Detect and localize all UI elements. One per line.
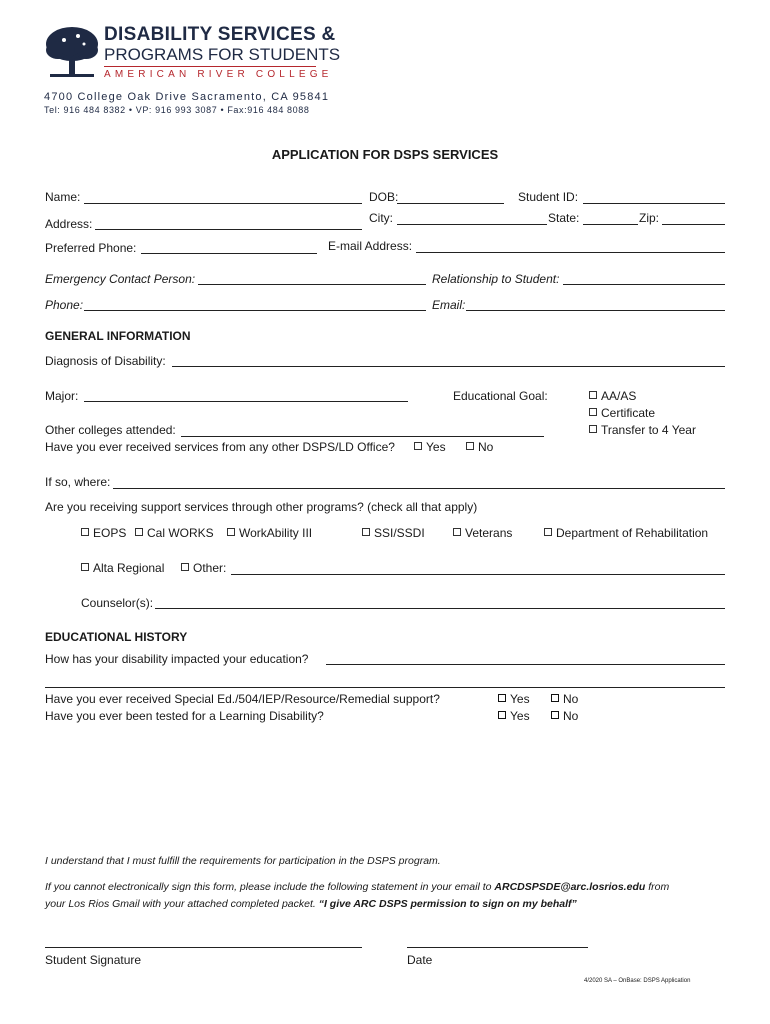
emergency-contact-label: Emergency Contact Person:: [45, 272, 196, 286]
org-address: 4700 College Oak Drive Sacramento, CA 95841: [44, 91, 330, 103]
org-name-line1: DISABILITY SERVICES &: [104, 24, 336, 45]
program-calworks-checkbox[interactable]: Cal WORKS: [135, 526, 214, 540]
zip-field[interactable]: [662, 224, 725, 225]
program-veterans-checkbox[interactable]: Veterans: [453, 526, 512, 540]
logo-divider: [104, 66, 316, 67]
general-heading: GENERAL INFORMATION: [45, 329, 191, 343]
form-title: APPLICATION FOR DSPS SERVICES: [271, 147, 499, 162]
program-rehab-checkbox[interactable]: Department of Rehabilitation: [544, 526, 708, 540]
tested-yes-checkbox[interactable]: Yes: [498, 709, 530, 723]
goal-certificate-checkbox[interactable]: Certificate: [589, 406, 655, 420]
city-label: City:: [369, 211, 393, 225]
student-id-field[interactable]: [583, 203, 725, 204]
state-field[interactable]: [583, 224, 638, 225]
goal-transfer-checkbox[interactable]: Transfer to 4 Year: [589, 423, 696, 437]
tested-question: Have you ever been tested for a Learning Disability?: [45, 709, 324, 723]
date-label: Date: [407, 953, 433, 967]
services-yes-checkbox[interactable]: Yes: [414, 440, 446, 454]
support-question: Are you receiving support services through other programs? (check all that apply): [45, 500, 478, 514]
esign-instructions-line2: your Los Rios Gmail with your attached completed packet. “I give ARC DSPS permission to sign on my behalf”: [45, 898, 577, 910]
student-signature-label: Student Signature: [45, 953, 142, 967]
phone-field[interactable]: [84, 310, 426, 311]
impact-question: How has your disability impacted your education?: [45, 652, 309, 666]
major-field[interactable]: [84, 401, 408, 402]
tested-no-checkbox[interactable]: No: [551, 709, 578, 723]
program-eops-checkbox[interactable]: EOPS: [81, 526, 126, 540]
relationship-label: Relationship to Student:: [432, 272, 560, 286]
major-label: Major:: [45, 389, 79, 403]
tree-icon: [44, 24, 100, 82]
program-alta-checkbox[interactable]: Alta Regional: [81, 561, 164, 575]
state-label: State:: [548, 211, 580, 225]
dob-field[interactable]: [397, 203, 504, 204]
city-field[interactable]: [397, 224, 547, 225]
goal-aa-checkbox[interactable]: AA/AS: [589, 389, 636, 403]
date-field[interactable]: [407, 947, 588, 948]
dsps-email-link[interactable]: ARCDSPSDE@arc.losrios.edu: [494, 881, 646, 893]
signature-field[interactable]: [45, 947, 362, 948]
education-heading: EDUCATIONAL HISTORY: [45, 630, 188, 644]
program-ssi-checkbox[interactable]: SSI/SSDI: [362, 526, 425, 540]
special-ed-no-checkbox[interactable]: No: [551, 692, 578, 706]
form-version: 4/2020 SA – OnBase: DSPS Application: [584, 978, 691, 984]
address-label: Address:: [45, 217, 93, 231]
org-name-line3: AMERICAN RIVER COLLEGE: [104, 69, 333, 80]
impact-field-line1[interactable]: [326, 664, 725, 665]
if-so-label: If so, where:: [45, 475, 111, 489]
name-field[interactable]: [84, 203, 362, 204]
preferred-phone-field[interactable]: [141, 253, 317, 254]
phone-label: Phone:: [45, 298, 84, 312]
edu-goal-label: Educational Goal:: [453, 389, 548, 403]
received-services-q: Have you ever received services from any other DSPS/LD Office?: [45, 440, 395, 454]
email2-label: Email:: [432, 298, 466, 312]
name-label: Name:: [45, 190, 81, 204]
special-ed-yes-checkbox[interactable]: Yes: [498, 692, 530, 706]
org-name-line2: PROGRAMS FOR STUDENTS: [104, 45, 341, 64]
esign-quote: “I give ARC DSPS permission to sign on my behalf”: [318, 898, 577, 910]
esign-instructions-line1: If you cannot electronically sign this form, please include the following statement in your email to ARCDSPSDE@arc.losrios.edu from: [45, 881, 670, 893]
counselor-label: Counselor(s):: [81, 596, 154, 610]
email-field[interactable]: [416, 252, 725, 253]
address-field[interactable]: [95, 229, 362, 230]
diagnosis-label: Diagnosis of Disability:: [45, 354, 166, 368]
program-other-checkbox[interactable]: Other:: [181, 561, 226, 575]
understand-statement: I understand that I must fulfill the requirements for participation in the DSPS program.: [45, 855, 441, 867]
program-workability-checkbox[interactable]: WorkAbility III: [227, 526, 312, 540]
other-program-field[interactable]: [231, 574, 725, 575]
org-contact: Tel: 916 484 8382 • VP: 916 993 3087 • Fax:916 484 8088: [44, 105, 310, 115]
relationship-field[interactable]: [563, 284, 725, 285]
preferred-phone-label: Preferred Phone:: [45, 241, 137, 255]
services-no-checkbox[interactable]: No: [466, 440, 493, 454]
diagnosis-field[interactable]: [172, 366, 725, 367]
email2-field[interactable]: [466, 310, 725, 311]
dob-label: DOB:: [369, 190, 399, 204]
zip-label: Zip:: [639, 211, 660, 225]
other-colleges-field[interactable]: [181, 436, 544, 437]
impact-field-line2[interactable]: [45, 687, 725, 688]
emergency-contact-field[interactable]: [198, 284, 426, 285]
special-ed-question: Have you ever received Special Ed./504/IEP/Resource/Remedial support?: [45, 692, 440, 706]
student-id-label: Student ID:: [518, 190, 579, 204]
email-label: E-mail Address:: [328, 239, 413, 253]
org-logo: [44, 24, 341, 86]
counselor-field[interactable]: [155, 608, 725, 609]
if-so-field[interactable]: [113, 488, 725, 489]
other-colleges-label: Other colleges attended:: [45, 423, 176, 437]
